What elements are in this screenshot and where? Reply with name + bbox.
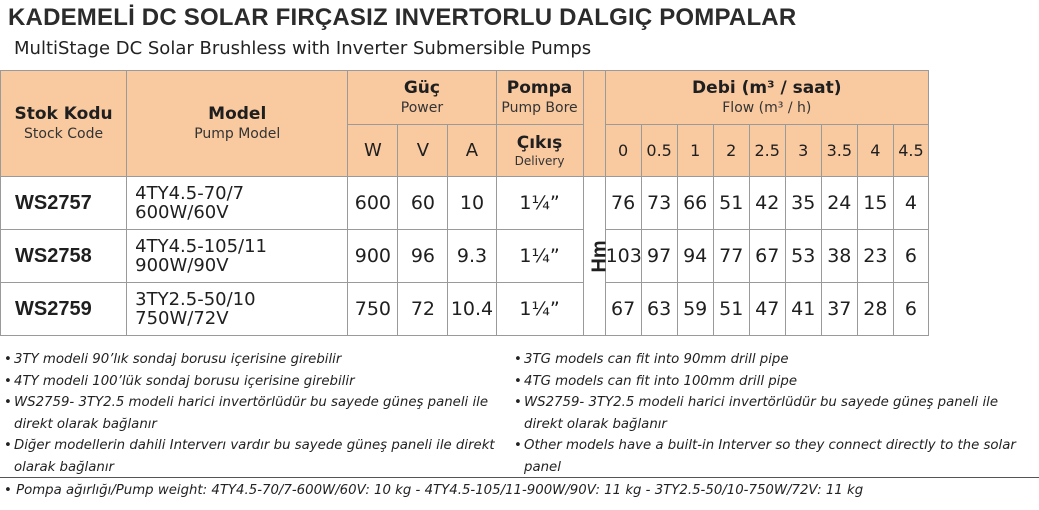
bullet-icon: •: [4, 395, 12, 410]
page-subtitle: MultiStage DC Solar Brushless with Inverter Submersible Pumps: [14, 38, 592, 59]
header-model: [127, 71, 348, 177]
header-outlet-label: Çıkış: [516, 132, 563, 153]
note-text: Diğer modellerin dahili Interverı vardır bu sayede güneş paneli ile direkt olarak bağlanır: [14, 438, 495, 475]
model-name: 4TY4.5-105/11: [135, 236, 268, 257]
flow-cell: 59: [677, 283, 713, 336]
header-flow-label: Debi (m³ / saat): [692, 78, 842, 98]
model-cell: [127, 230, 348, 283]
header-stock-code-sublabel: Stock Code: [24, 126, 104, 142]
model-rating: 600W/60V: [135, 202, 229, 223]
note-text: WS2759- 3TY2.5 modeli harici invertörlüdür bu sayede güneş paneli ile direkt olarak bağlanır: [14, 395, 489, 432]
power-v-cell: 96: [398, 230, 448, 283]
header-flow-col: 3.5: [821, 125, 857, 177]
flow-cell: 28: [857, 283, 893, 336]
note-text: 4TY modeli 100’lük sondaj borusu içerisine girebilir: [14, 373, 355, 389]
flow-cell: 15: [857, 177, 893, 230]
header-hm-spacer: [583, 71, 605, 177]
note-item: [4, 392, 502, 435]
model-rating: 900W/90V: [135, 255, 229, 276]
flow-cell: 51: [713, 283, 749, 336]
header-flow-sublabel: Flow (m³ / h): [722, 100, 812, 116]
bullet-icon: •: [514, 352, 522, 367]
table-row: [1, 230, 929, 283]
header-flow-col: 2: [713, 125, 749, 177]
header-model-sublabel: Pump Model: [194, 126, 281, 142]
header-flow-col: 0.5: [641, 125, 677, 177]
header-unit-v: V: [398, 125, 448, 177]
outlet-cell: 1¼”: [496, 230, 583, 283]
header-power-sublabel: Power: [400, 100, 444, 116]
header-flow: [605, 71, 928, 125]
note-text: Other models have a built-in Interver so they connect directly to the solar panel: [524, 438, 1016, 475]
flow-cell: 63: [641, 283, 677, 336]
note-text: 3TG models can fit into 90mm drill pipe: [524, 352, 789, 367]
pump-weight-text: Pompa ağırlığı/Pump weight: 4TY4.5-70/7-600W/60V: 10 kg - 4TY4.5-105/11-900W/90V: 11 kg - 3TY2.5-50/10-750W/72V: 11 kg: [16, 483, 864, 498]
flow-cell: 77: [713, 230, 749, 283]
note-item: [514, 371, 1034, 393]
model-cell: [127, 283, 348, 336]
power-w-cell: 900: [348, 230, 398, 283]
header-pump: [496, 71, 583, 125]
footer-divider: [0, 477, 1039, 478]
flow-cell: 76: [605, 177, 641, 230]
header-stock-code: [1, 71, 127, 177]
header-flow-col: 4: [857, 125, 893, 177]
note-text: 3TY modeli 90’lık sondaj borusu içerisine girebilir: [14, 352, 342, 367]
note-item: [4, 435, 502, 478]
page-title: KADEMELİ DC SOLAR FIRÇASIZ INVERTORLU DALGIÇ POMPALAR: [8, 4, 797, 31]
hm-label: Hm: [588, 239, 611, 273]
model-name: 4TY4.5-70/7: [135, 183, 245, 204]
flow-cell: 66: [677, 177, 713, 230]
header-outlet: [496, 125, 583, 177]
note-item: [514, 349, 1034, 371]
flow-cell: 6: [893, 283, 928, 336]
flow-cell: 51: [713, 177, 749, 230]
header-flow-col: 0: [605, 125, 641, 177]
power-v-cell: 60: [398, 177, 448, 230]
table-row: [1, 283, 929, 336]
note-text: 4TG models can fit into 100mm drill pipe: [524, 373, 797, 389]
pump-weight-note: [4, 483, 863, 498]
notes-turkish: [4, 349, 502, 478]
flow-cell: 24: [821, 177, 857, 230]
header-unit-a: A: [448, 125, 496, 177]
model-rating: 750W/72V: [135, 308, 229, 329]
power-w-cell: 750: [348, 283, 398, 336]
flow-cell: 67: [749, 230, 785, 283]
outlet-cell: 1¼”: [496, 177, 583, 230]
note-item: [514, 435, 1034, 478]
model-name: 3TY2.5-50/10: [135, 289, 256, 310]
note-item: [4, 349, 502, 371]
flow-cell: 38: [821, 230, 857, 283]
flow-cell: 42: [749, 177, 785, 230]
flow-cell: 73: [641, 177, 677, 230]
header-power: [348, 71, 496, 125]
hm-cell: [583, 177, 611, 336]
power-a-cell: 10.4: [448, 283, 496, 336]
flow-cell: 94: [677, 230, 713, 283]
stock-code-cell: WS2759: [1, 283, 127, 336]
power-a-cell: 10: [448, 177, 496, 230]
notes-english: [514, 349, 1034, 478]
bullet-icon: •: [514, 373, 522, 389]
stock-code-cell: WS2757: [1, 177, 127, 230]
flow-cell: 67: [605, 283, 641, 336]
table-row: [1, 177, 929, 230]
outlet-cell: 1¼”: [496, 283, 583, 336]
flow-cell: 103: [605, 230, 641, 283]
stock-code-cell: WS2758: [1, 230, 127, 283]
header-model-label: Model: [208, 104, 267, 124]
bullet-icon: •: [4, 483, 12, 498]
header-pump-label: Pompa: [506, 78, 573, 98]
flow-cell: 4: [893, 177, 928, 230]
header-outlet-sublabel: Delivery: [514, 153, 565, 168]
flow-cell: 41: [785, 283, 821, 336]
bullet-icon: •: [4, 373, 12, 389]
flow-cell: 97: [641, 230, 677, 283]
model-cell: [127, 177, 348, 230]
flow-cell: 47: [749, 283, 785, 336]
header-unit-w: W: [348, 125, 398, 177]
bullet-icon: •: [4, 438, 12, 453]
header-flow-col: 2.5: [749, 125, 785, 177]
header-stock-code-label: Stok Kodu: [14, 104, 113, 124]
power-v-cell: 72: [398, 283, 448, 336]
note-item: [4, 371, 502, 393]
bullet-icon: •: [514, 438, 522, 453]
header-flow-col: 3: [785, 125, 821, 177]
pump-spec-table: [0, 70, 929, 336]
flow-cell: 37: [821, 283, 857, 336]
power-a-cell: 9.3: [448, 230, 496, 283]
note-item: [514, 392, 1034, 435]
header-pump-sublabel: Pump Bore: [501, 100, 578, 116]
note-text: WS2759- 3TY2.5 modeli harici invertörlüdür bu sayede güneş paneli ile direkt olarak bağlanır: [524, 395, 999, 432]
header-flow-col: 1: [677, 125, 713, 177]
power-w-cell: 600: [348, 177, 398, 230]
flow-cell: 53: [785, 230, 821, 283]
bullet-icon: •: [514, 395, 522, 410]
bullet-icon: •: [4, 352, 12, 367]
flow-cell: 23: [857, 230, 893, 283]
header-power-label: Güç: [403, 78, 440, 98]
flow-cell: 35: [785, 177, 821, 230]
flow-cell: 6: [893, 230, 928, 283]
header-flow-col: 4.5: [893, 125, 928, 177]
